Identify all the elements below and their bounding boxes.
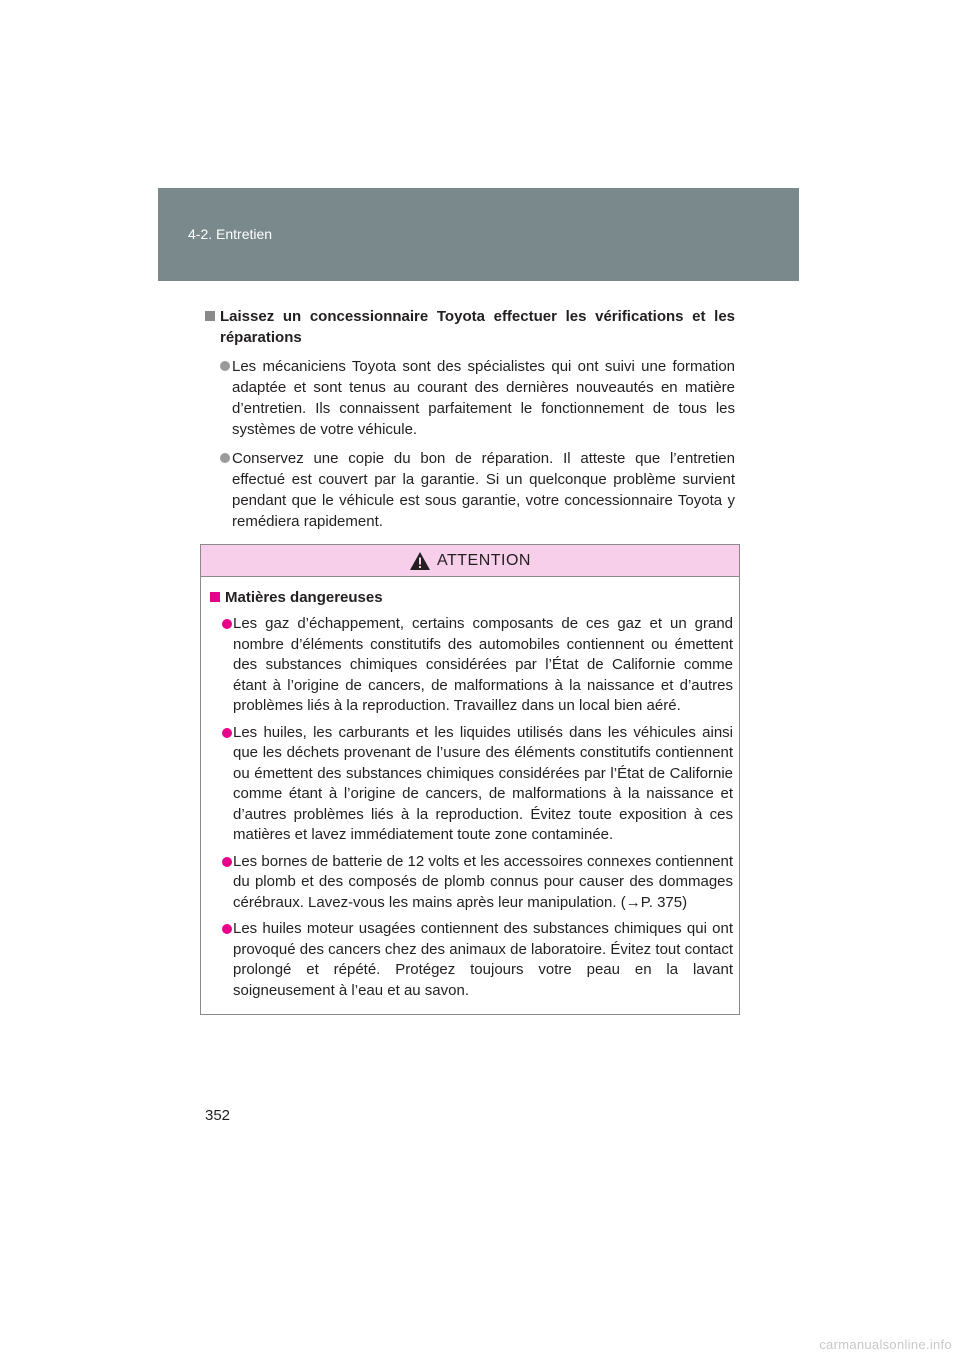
- round-bullet-icon: [222, 728, 232, 738]
- warning-heading-text: Matières dangereuses: [225, 589, 383, 606]
- warning-item: [210, 852, 733, 914]
- list-item-text: Les mécaniciens Toyota sont des spécialistes qui ont suivi une formation adaptée et sont tenus au courant des dernières nouveautés en matière d’entretien. Ils connaissent parfaitement le fonctionnement de tous les systèmes de votre véhicule.: [232, 358, 735, 438]
- section-heading: [205, 306, 735, 348]
- warning-body: [201, 577, 739, 1001]
- round-bullet-icon: [222, 857, 232, 867]
- warning-item-text: Les gaz d’échappement, certains composants de ces gaz et un grand nombre d’éléments constitutifs des automobiles contiennent ou émettent des substances chimiques considérées par l’État de Californie comme étant à l’origine de cancers, de malformations à la naissance et d’autres problèmes liés à la reproduction. Travaillez dans un local bien aéré.: [233, 615, 733, 714]
- round-bullet-icon: [220, 361, 230, 371]
- page-number: 352: [205, 1107, 231, 1124]
- warning-triangle-icon: [409, 551, 431, 571]
- warning-item-text: Les bornes de batterie de 12 volts et les accessoires connexes contiennent du plomb et des composés de plomb connus pour causer des dommages cérébraux. Lavez-vous les mains après leur manipulation. (→P. 375): [233, 852, 733, 911]
- list-item: [205, 448, 735, 532]
- round-bullet-icon: [222, 619, 232, 629]
- header-band: [158, 188, 799, 281]
- warning-item: [210, 919, 733, 1001]
- main-content: [205, 306, 735, 532]
- warning-heading: [210, 587, 733, 608]
- section-heading-text: Laissez un concessionnaire Toyota effectuer les vérifications et les réparations: [220, 308, 735, 346]
- warning-header: [201, 545, 739, 577]
- square-bullet-icon: [210, 592, 220, 602]
- warning-item-text: Les huiles moteur usagées contiennent des substances chimiques qui ont provoqué des cancers chez des animaux de laboratoire. Évitez tout contact prolongé et répété. Protégez toujours votre peau en la lavant soigneusement à l’eau et au savon.: [233, 920, 733, 999]
- warning-item: [210, 614, 733, 717]
- warning-item-text: Les huiles, les carburants et les liquides utilisés dans les véhicules ainsi que les déchets provenant de l’usure des éléments constitutifs contiennent ou émettent des substances chimiques considérées par l’État de Californie comme étant à l’origine de cancers, de malformations à la naissance et d’autres problèmes liés à la reproduction. Évitez toute exposition à ces matières et lavez immédiatement toute zone contaminée.: [233, 723, 733, 843]
- watermark: carmanualsonline.info: [819, 1337, 952, 1352]
- warning-box: [200, 544, 740, 1015]
- square-bullet-icon: [205, 311, 215, 321]
- warning-title: ATTENTION: [437, 551, 531, 569]
- round-bullet-icon: [220, 453, 230, 463]
- list-item: [205, 356, 735, 440]
- section-label: 4-2. Entretien: [188, 226, 273, 242]
- warning-item: [210, 723, 733, 846]
- round-bullet-icon: [222, 924, 232, 934]
- list-item-text: Conservez une copie du bon de réparation. Il atteste que l’entretien effectué est couvert par la garantie. Si un quelconque problème survient pendant que le véhicule est sous garantie, votre concessionnaire Toyota y remédiera rapidement.: [232, 450, 735, 530]
